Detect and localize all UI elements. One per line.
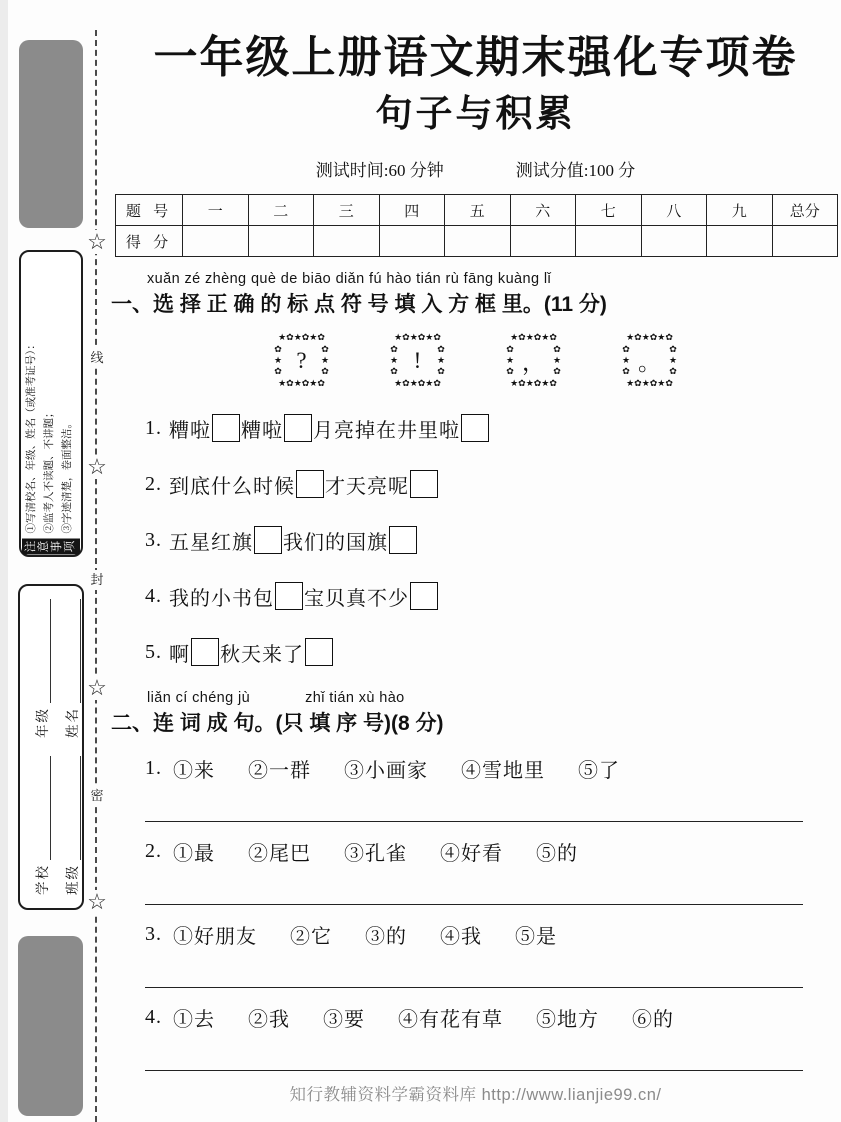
notice-box	[19, 250, 83, 557]
punctuation-fill-box[interactable]	[410, 582, 438, 610]
section1-heading: 一、选 择 正 确 的 标 点 符 号 填 入 方 框 里。(11 分)	[111, 293, 607, 316]
student-info-box	[18, 584, 84, 910]
punctuation-question	[145, 524, 841, 556]
class-blank-line[interactable]	[66, 756, 81, 860]
page-subtitle: 句子与积累	[375, 93, 576, 134]
punctuation-option-middle	[389, 342, 446, 379]
test-info	[110, 156, 841, 181]
punctuation-mark: !	[413, 347, 422, 373]
score-table-score-cell[interactable]	[314, 226, 380, 257]
punctuation-mark: ，	[522, 350, 545, 375]
punctuation-option-box	[621, 333, 678, 388]
star-border-left: ✿★✿	[505, 344, 515, 376]
star-border-top: ★✿★✿★✿	[394, 332, 441, 342]
score-table-score-cell[interactable]	[248, 226, 314, 257]
word-option: ②我	[248, 1008, 290, 1031]
notice-item: ②监考人不读题、不讲题；	[44, 407, 55, 533]
punctuation-fill-box[interactable]	[254, 526, 282, 554]
name-blank-line[interactable]	[66, 599, 81, 703]
star-border-right: ✿★✿	[552, 344, 562, 376]
word-option: ②它	[290, 925, 332, 948]
class-field[interactable]	[61, 756, 81, 895]
word-option: ②一群	[248, 759, 311, 782]
word-option: ⑤是	[515, 925, 557, 948]
punctuation-question	[145, 468, 841, 500]
score-table-score-cell[interactable]	[183, 226, 249, 257]
word-option: ③要	[323, 1008, 365, 1031]
question-number: 3.	[145, 528, 162, 551]
question-text: 糟啦	[169, 419, 211, 442]
answer-line[interactable]	[145, 987, 803, 988]
page-edge-strip	[0, 0, 8, 1122]
score-table-score-cell[interactable]	[379, 226, 445, 257]
notice-box-rotated-content	[22, 253, 80, 554]
score-table-score-cell[interactable]	[510, 226, 576, 257]
word-option: ①去	[173, 1008, 215, 1031]
test-time: 测试时间:60 分钟	[315, 161, 444, 180]
punctuation-option-middle	[505, 342, 562, 379]
star-border-left: ✿★✿	[621, 344, 631, 376]
score-table-header-cell: 三	[314, 195, 380, 226]
answer-line[interactable]	[145, 821, 803, 822]
score-table-header-cell: 八	[641, 195, 707, 226]
punctuation-option-box	[505, 333, 562, 388]
word-option: ⑥的	[632, 1008, 674, 1031]
section2-pinyin-left: liǎn cí chéng jù	[147, 690, 251, 706]
name-field[interactable]	[61, 599, 81, 738]
word-option: ④雪地里	[461, 759, 545, 782]
class-label: 班级	[65, 864, 80, 895]
punctuation-fill-box[interactable]	[212, 414, 240, 442]
punctuation-option-box	[273, 333, 330, 388]
star-border-top: ★✿★✿★✿	[510, 332, 557, 342]
score-table-header-cell: 六	[510, 195, 576, 226]
exam-paper	[110, 0, 841, 1105]
punctuation-option-middle	[273, 342, 330, 379]
score-table-header-cell: 七	[576, 195, 642, 226]
score-table-score-cell[interactable]	[772, 226, 838, 257]
score-table-score-cell[interactable]	[707, 226, 773, 257]
punctuation-fill-box[interactable]	[296, 470, 324, 498]
score-table-header-cell: 二	[248, 195, 314, 226]
star-border-bottom: ★✿★✿★✿	[278, 378, 325, 388]
punctuation-fill-box[interactable]	[389, 526, 417, 554]
name-label: 姓名	[65, 707, 80, 738]
notice-label: 注意事项	[22, 538, 80, 554]
seal-char-xian: 线	[86, 348, 108, 368]
section1-pinyin: xuǎn zé zhèng què de biāo diǎn fú hào tián rù fāng kuàng lǐ	[147, 271, 552, 287]
redacted-block-bottom	[18, 936, 83, 1116]
star-icon: ☆	[87, 454, 107, 479]
star-border-bottom: ★✿★✿★✿	[626, 378, 673, 388]
star-border-top: ★✿★✿★✿	[626, 332, 673, 342]
score-table-score-cell[interactable]	[445, 226, 511, 257]
punctuation-fill-box[interactable]	[461, 414, 489, 442]
score-label: 得 分	[116, 226, 183, 257]
student-info-rotated-content	[21, 587, 81, 907]
seal-char-feng: 封	[86, 570, 108, 590]
notice-item: ①写清校名、年级、姓名（或准考证号）：	[26, 338, 37, 533]
school-blank-line[interactable]	[36, 756, 51, 860]
star-icon: ☆	[87, 229, 107, 254]
score-table-header-cell: 五	[445, 195, 511, 226]
footer-watermark: 知行教辅资料学霸资料库 http://www.lianjie99.cn/	[289, 1086, 662, 1104]
punctuation-mark: ?	[296, 347, 307, 373]
word-option: ④有花有草	[398, 1008, 503, 1031]
question-number: 4.	[145, 1005, 162, 1028]
section2-questions	[110, 755, 841, 1071]
punctuation-question	[145, 636, 841, 668]
word-order-question	[145, 838, 841, 864]
word-option: ①最	[173, 842, 215, 865]
star-border-bottom: ★✿★✿★✿	[510, 378, 557, 388]
question-text: 我们的国旗	[283, 531, 388, 554]
word-option: ④我	[440, 925, 482, 948]
section2-pinyin	[147, 690, 841, 706]
word-option: ③的	[365, 925, 407, 948]
question-text: 到底什么时候	[169, 475, 295, 498]
star-border-left: ✿★✿	[273, 344, 283, 376]
question-text: 月亮掉在井里啦	[313, 419, 460, 442]
star-border-top: ★✿★✿★✿	[278, 332, 325, 342]
score-table-score-cell[interactable]	[576, 226, 642, 257]
star-border-right: ✿★✿	[320, 344, 330, 376]
score-table-header-cell: 一	[183, 195, 249, 226]
question-number: 4.	[145, 584, 162, 607]
star-border-right: ✿★✿	[668, 344, 678, 376]
section1-questions	[110, 412, 841, 668]
question-text: 我的小书包	[169, 587, 274, 610]
question-text: 秋天来了	[220, 643, 304, 666]
seal-char-mi: 密	[86, 786, 108, 806]
test-score-value: 测试分值:100 分	[515, 161, 636, 180]
word-option: ③孔雀	[344, 842, 407, 865]
star-border-left: ✿★✿	[389, 344, 399, 376]
punctuation-fill-box[interactable]	[191, 638, 219, 666]
punctuation-mark: 。	[638, 350, 661, 375]
answer-line[interactable]	[145, 904, 803, 905]
question-number: 2.	[145, 472, 162, 495]
section2-heading: 二、连 词 成 句。(只 填 序 号)(8 分)	[111, 712, 444, 735]
score-table-header-row	[116, 195, 838, 226]
word-option: ⑤的	[536, 842, 578, 865]
punctuation-options-row	[110, 333, 841, 388]
star-icon: ☆	[87, 675, 107, 700]
punctuation-fill-box[interactable]	[284, 414, 312, 442]
word-order-question	[145, 921, 841, 947]
question-text: 才天亮呢	[325, 475, 409, 498]
punctuation-option-middle	[621, 342, 678, 379]
section2-pinyin-right: zhǐ tián xù hào	[305, 690, 405, 706]
grade-field[interactable]	[31, 599, 51, 738]
star-border-bottom: ★✿★✿★✿	[394, 378, 441, 388]
star-icon: ☆	[87, 889, 107, 914]
school-field[interactable]	[31, 756, 51, 895]
star-border-right: ✿★✿	[436, 344, 446, 376]
word-option: ②尾巴	[248, 842, 311, 865]
seal-dashed-line	[87, 30, 107, 1122]
notice-item: ③字迹清楚，卷面整洁。	[62, 417, 73, 533]
question-number-label: 题 号	[116, 195, 183, 226]
score-table-header-cell: 九	[707, 195, 773, 226]
score-table-score-row	[116, 226, 838, 257]
question-text: 五星红旗	[169, 531, 253, 554]
word-option: ⑤了	[578, 759, 620, 782]
word-option: ⑤地方	[536, 1008, 599, 1031]
word-option: ①来	[173, 759, 215, 782]
punctuation-fill-box[interactable]	[275, 582, 303, 610]
grade-label: 年级	[35, 707, 50, 738]
punctuation-question	[145, 412, 841, 444]
school-label: 学校	[35, 864, 50, 895]
punctuation-question	[145, 580, 841, 612]
word-order-question	[145, 1004, 841, 1030]
punctuation-fill-box[interactable]	[305, 638, 333, 666]
word-option: ①好朋友	[173, 925, 257, 948]
question-number: 1.	[145, 756, 162, 779]
word-option: ④好看	[440, 842, 503, 865]
page-title: 一年级上册语文期末强化专项卷	[153, 33, 798, 82]
word-option: ③小画家	[344, 759, 428, 782]
question-text: 宝贝真不少	[304, 587, 409, 610]
question-number: 2.	[145, 839, 162, 862]
punctuation-option-box	[389, 333, 446, 388]
score-table-header-cell: 四	[379, 195, 445, 226]
question-number: 5.	[145, 640, 162, 663]
grade-blank-line[interactable]	[36, 599, 51, 703]
score-table-score-cell[interactable]	[641, 226, 707, 257]
question-number: 3.	[145, 922, 162, 945]
score-table-header-cell: 总分	[772, 195, 838, 226]
answer-line[interactable]	[145, 1070, 803, 1071]
question-text: 糟啦	[241, 419, 283, 442]
score-table	[115, 194, 838, 257]
notice-items	[22, 253, 80, 538]
question-text: 啊	[169, 643, 190, 666]
redacted-block-top	[19, 40, 83, 228]
punctuation-fill-box[interactable]	[410, 470, 438, 498]
question-number: 1.	[145, 416, 162, 439]
word-order-question	[145, 755, 841, 781]
